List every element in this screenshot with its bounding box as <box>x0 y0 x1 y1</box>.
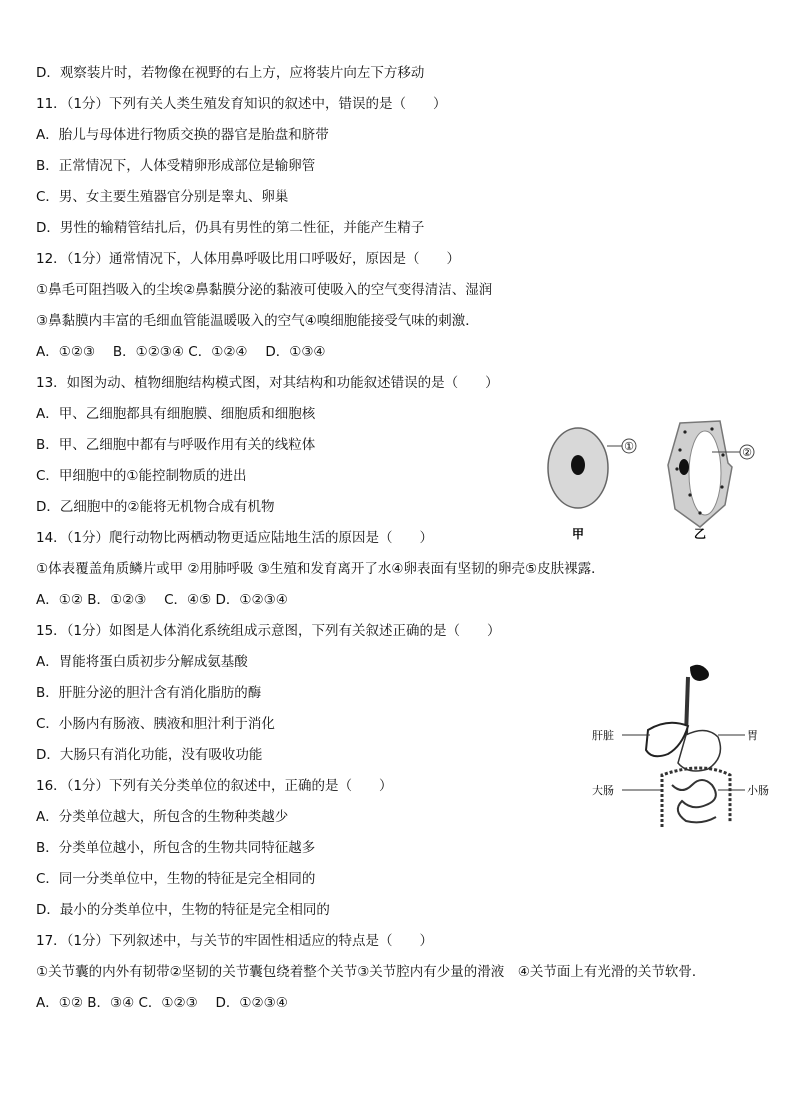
text-line: ③鼻黏膜内丰富的毛细血管能温暖吸入的空气④嗅细胞能接受气味的刺激． <box>36 313 479 329</box>
text-line: 15．（1分）如图是人体消化系统组成示意图，下列有关叙述正确的是（ ） <box>36 623 501 639</box>
text-line: A．甲、乙细胞都具有细胞膜、细胞质和细胞核 <box>36 406 316 422</box>
nucleus <box>571 455 585 475</box>
cell-structure-figure <box>540 405 770 550</box>
large-intestine <box>662 768 730 827</box>
text-line: ①关节囊的内外有韧带②坚韧的关节囊包绕着整个关节③关节腔内有少量的滑液 ④关节面上有光滑的关节软骨． <box>36 964 706 980</box>
text-line: A．胎儿与母体进行物质交换的器官是胎盘和脐带 <box>36 127 329 143</box>
text-line: B．肝脏分泌的胆汁含有消化脂肪的酶 <box>36 685 262 701</box>
text-line: B．正常情况下，人体受精卵形成部位是输卵管 <box>36 158 316 174</box>
text-line: C．甲细胞中的①能控制物质的进出 <box>36 468 247 484</box>
text-line: C．小肠内有肠液、胰液和胆汁利于消化 <box>36 716 275 732</box>
text-line: D．大肠只有消化功能，没有吸收功能 <box>36 747 263 763</box>
text-line: 17．（1分）下列叙述中，与关节的牢固性相适应的特点是（ ） <box>36 933 434 949</box>
mouth <box>690 665 709 681</box>
text-line: B．分类单位越小，所包含的生物共同特征越多 <box>36 840 316 856</box>
text-line: 12．（1分）通常情况下，人体用鼻呼吸比用口呼吸好，原因是（ ） <box>36 251 461 267</box>
caption-plant: 乙 <box>693 527 707 541</box>
caption-animal: 甲 <box>571 527 585 541</box>
text-line: ①鼻毛可阻挡吸入的尘埃②鼻黏膜分泌的黏液可使吸入的空气变得清洁、湿润 <box>36 282 493 298</box>
text-line: 11．（1分）下列有关人类生殖发育知识的叙述中，错误的是（ ） <box>36 96 447 112</box>
text-line: 14．（1分）爬行动物比两栖动物更适应陆地生活的原因是（ ） <box>36 530 434 546</box>
text-line: A．①② B．③④ C．①②③ D．①②③④ <box>36 995 288 1011</box>
text-line: C．男、女主要生殖器官分别是睾丸、卵巢 <box>36 189 289 205</box>
text-line: A．分类单位越大，所包含的生物种类越少 <box>36 809 289 825</box>
digestive-system-figure <box>590 655 790 840</box>
label-1: ① <box>624 440 634 453</box>
text-line: 13．如图为动、植物细胞结构模式图，对其结构和功能叙述错误的是（ ） <box>36 375 499 391</box>
label-liver: 肝脏 <box>592 729 614 742</box>
text-line: C．同一分类单位中，生物的特征是完全相同的 <box>36 871 316 887</box>
label-stomach: 胃 <box>747 729 758 742</box>
text-line: B．甲、乙细胞中都有与呼吸作用有关的线粒体 <box>36 437 316 453</box>
text-line: A．①②③ B．①②③④ C．①②④ D．①③④ <box>36 344 326 360</box>
small-intestine <box>672 780 716 822</box>
text-line: A．胃能将蛋白质初步分解成氨基酸 <box>36 654 248 670</box>
label-large-intestine: 大肠 <box>592 784 614 797</box>
label-small-intestine: 小肠 <box>747 784 769 797</box>
text-line: A．①② B．①②③ C．④⑤ D．①②③④ <box>36 592 288 608</box>
text-line: D．最小的分类单位中，生物的特征是完全相同的 <box>36 902 330 918</box>
text-line: 16．（1分）下列有关分类单位的叙述中，正确的是（ ） <box>36 778 393 794</box>
text-line: D．男性的输精管结扎后，仍具有男性的第二性征，并能产生精子 <box>36 220 425 236</box>
text-line: D．观察装片时，若物像在视野的右上方，应将装片向左下方移动 <box>36 65 425 81</box>
label-2: ② <box>742 446 752 459</box>
text-line: D．乙细胞中的②能将无机物合成有机物 <box>36 499 275 515</box>
text-line: ①体表覆盖角质鳞片或甲 ②用肺呼吸 ③生殖和发育离开了水④卵表面有坚韧的卵壳⑤皮肤裸露． <box>36 561 605 577</box>
